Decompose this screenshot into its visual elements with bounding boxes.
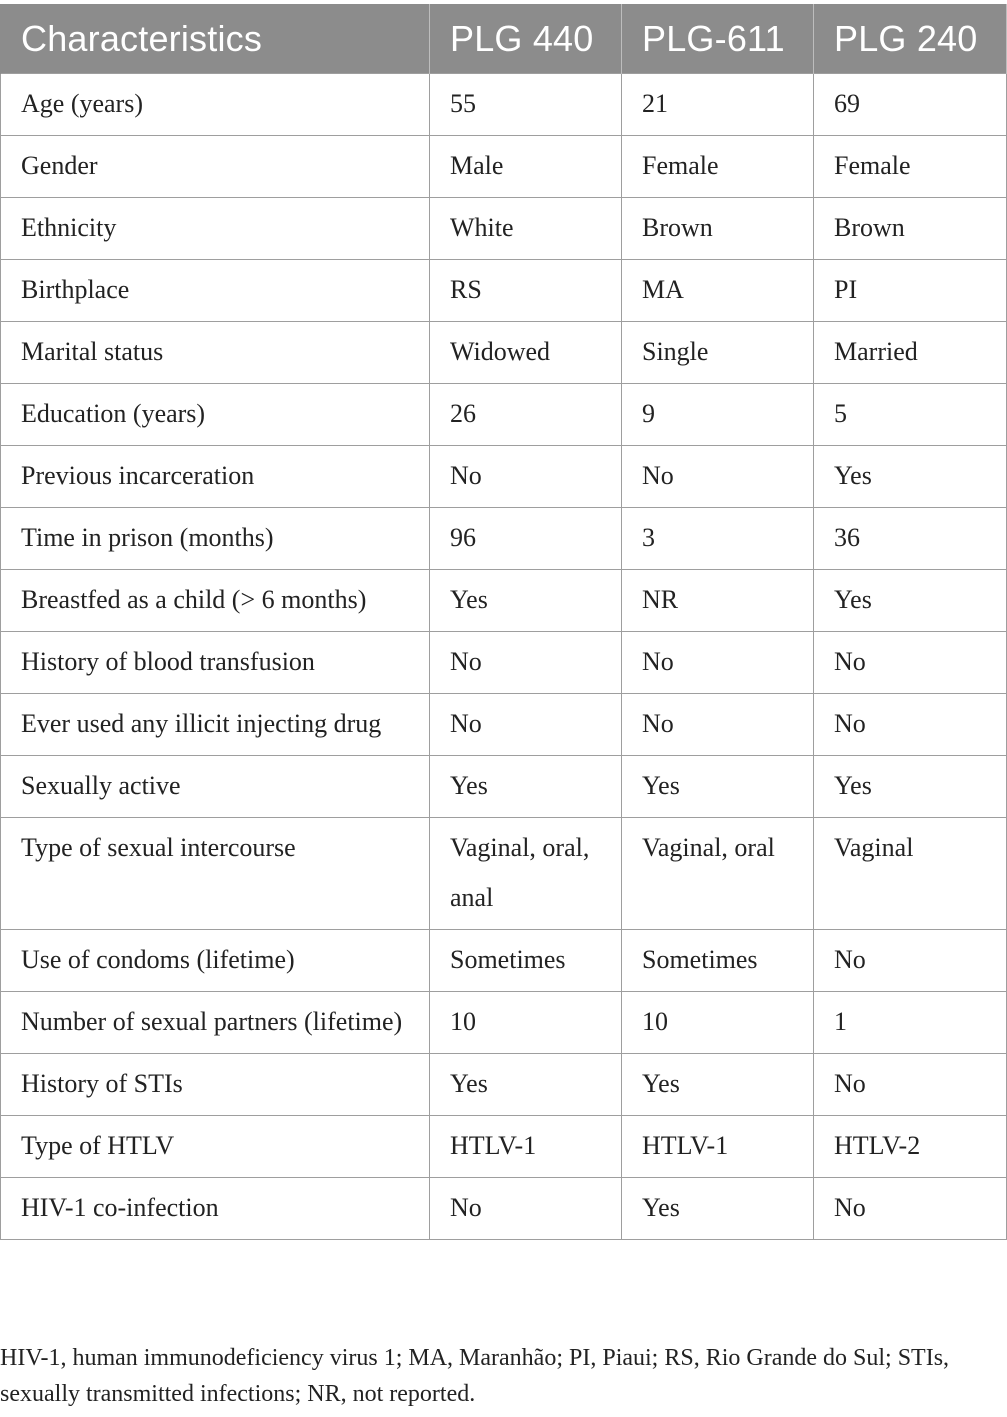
cell-characteristic: Sexually active [1,756,430,818]
cell-characteristic: Type of sexual intercourse [1,818,430,930]
table-footnote: HIV-1, human immunodeficiency virus 1; MA, Maranhão; PI, Piaui; RS, Rio Grande do Sul; STIs, sexually transmitted infections; NR, not reported. [0,1345,950,1407]
table-row [1,632,1007,694]
cell-plg-240: Yes [814,756,1007,818]
cell-plg-611: Female [622,136,814,198]
table-row [1,136,1007,198]
cell-characteristic: Previous incarceration [1,446,430,508]
table-row [1,508,1007,570]
cell-plg-611: MA [622,260,814,322]
cell-plg-440: No [430,632,622,694]
cell-plg-240: Female [814,136,1007,198]
cell-plg-240: No [814,694,1007,756]
cell-plg-440: 96 [430,508,622,570]
cell-characteristic: Breastfed as a child (> 6 months) [1,570,430,632]
table-row [1,1116,1007,1178]
cell-characteristic: Ever used any illicit injecting drug [1,694,430,756]
table-row [1,74,1007,136]
cell-plg-440: HTLV-1 [430,1116,622,1178]
cell-plg-440: Sometimes [430,930,622,992]
cell-plg-440: Male [430,136,622,198]
cell-plg-240: Yes [814,446,1007,508]
cell-plg-611: Vaginal, oral [622,818,814,930]
cell-plg-440: Vaginal, oral, anal [430,818,622,930]
cell-plg-611: 9 [622,384,814,446]
table-header [1,4,1007,74]
cell-plg-611: Yes [622,1178,814,1240]
cell-plg-611: Yes [622,1054,814,1116]
cell-plg-440: White [430,198,622,260]
cell-plg-611: Single [622,322,814,384]
cell-characteristic: Ethnicity [1,198,430,260]
cell-plg-440: Widowed [430,322,622,384]
cell-plg-440: 55 [430,74,622,136]
header-row [1,4,1007,74]
table-row [1,930,1007,992]
cell-plg-240: No [814,632,1007,694]
cell-plg-611: HTLV-1 [622,1116,814,1178]
cell-plg-440: RS [430,260,622,322]
cell-plg-240: 36 [814,508,1007,570]
cell-characteristic: Education (years) [1,384,430,446]
header-characteristics: Characteristics [1,4,430,74]
table-row [1,384,1007,446]
cell-plg-611: No [622,632,814,694]
cell-characteristic: History of STIs [1,1054,430,1116]
table-row [1,694,1007,756]
header-plg-611: PLG-611 [622,4,814,74]
table-row [1,818,1007,930]
cell-plg-240: 1 [814,992,1007,1054]
cell-plg-240: PI [814,260,1007,322]
cell-plg-240: 5 [814,384,1007,446]
cell-characteristic: Gender [1,136,430,198]
table-row [1,1054,1007,1116]
cell-plg-611: 21 [622,74,814,136]
cell-plg-611: Yes [622,756,814,818]
cell-plg-611: Sometimes [622,930,814,992]
cell-plg-240: Married [814,322,1007,384]
cell-plg-240: Brown [814,198,1007,260]
cell-plg-440: Yes [430,1054,622,1116]
cell-plg-240: No [814,1178,1007,1240]
cell-plg-611: Brown [622,198,814,260]
cell-plg-440: 10 [430,992,622,1054]
header-plg-440: PLG 440 [430,4,622,74]
cell-characteristic: HIV-1 co-infection [1,1178,430,1240]
cell-plg-240: Vaginal [814,818,1007,930]
cell-plg-240: Yes [814,570,1007,632]
table-row [1,570,1007,632]
table-row [1,322,1007,384]
table-row [1,260,1007,322]
cell-characteristic: Age (years) [1,74,430,136]
characteristics-table [0,4,1007,1240]
cell-plg-611: No [622,446,814,508]
cell-plg-440: No [430,446,622,508]
table-row [1,992,1007,1054]
table-row [1,1178,1007,1240]
cell-plg-440: Yes [430,756,622,818]
table-row [1,446,1007,508]
cell-plg-440: 26 [430,384,622,446]
header-plg-240: PLG 240 [814,4,1007,74]
cell-characteristic: Time in prison (months) [1,508,430,570]
cell-characteristic: Birthplace [1,260,430,322]
cell-plg-440: No [430,1178,622,1240]
cell-characteristic: Type of HTLV [1,1116,430,1178]
cell-plg-611: 10 [622,992,814,1054]
cell-characteristic: History of blood transfusion [1,632,430,694]
table-row [1,756,1007,818]
cell-plg-611: NR [622,570,814,632]
table-row [1,198,1007,260]
cell-plg-611: No [622,694,814,756]
cell-plg-240: No [814,1054,1007,1116]
cell-plg-440: No [430,694,622,756]
cell-plg-440: Yes [430,570,622,632]
cell-characteristic: Number of sexual partners (lifetime) [1,992,430,1054]
cell-plg-240: No [814,930,1007,992]
cell-plg-240: HTLV-2 [814,1116,1007,1178]
cell-plg-611: 3 [622,508,814,570]
cell-characteristic: Use of condoms (lifetime) [1,930,430,992]
cell-plg-240: 69 [814,74,1007,136]
table-body [1,74,1007,1240]
cell-characteristic: Marital status [1,322,430,384]
